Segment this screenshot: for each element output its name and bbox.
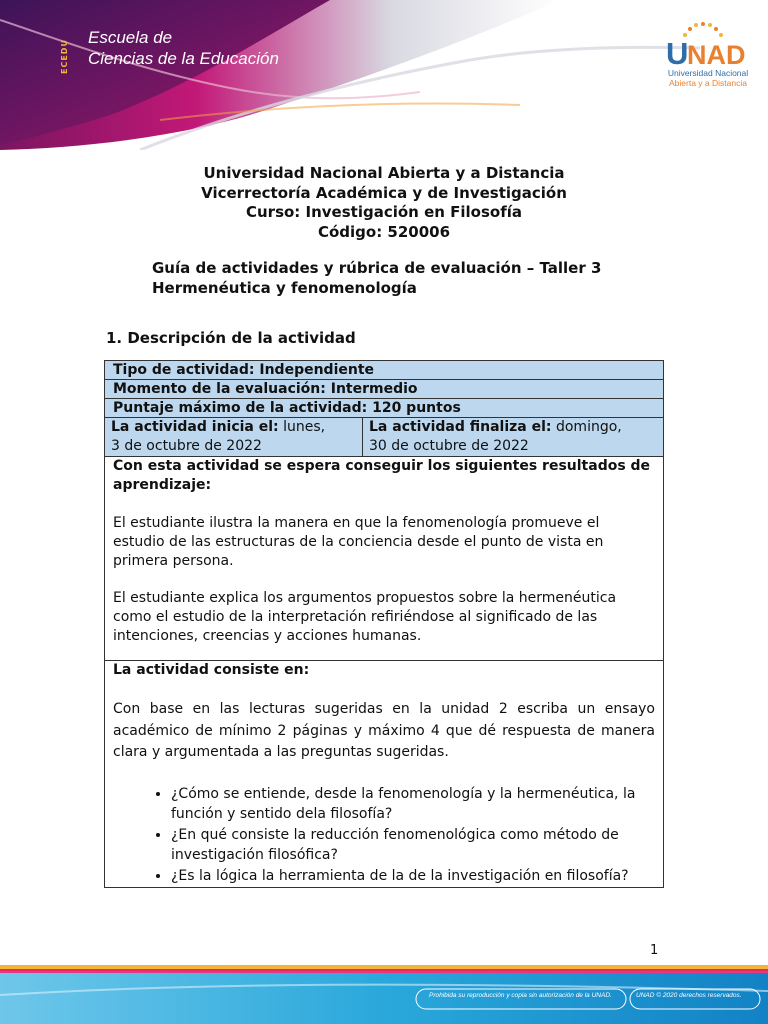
title-course: Curso: Investigación en Filosofía [245, 203, 523, 221]
activity-heading: La actividad consiste en: [113, 662, 310, 678]
question-item: • ¿Es la lógica la herramienta de la de la investigación en filosofía? [171, 866, 655, 886]
start-date: 3 de octubre de 2022 [111, 438, 262, 454]
title-code: Código: 520006 [317, 222, 451, 241]
ecedu-tag: ECEDU [60, 39, 69, 74]
section-heading: 1. Descripción de la actividad [106, 329, 356, 347]
learning-outcomes-cell [105, 457, 663, 661]
dates-row [105, 418, 663, 457]
activity-description-cell [105, 661, 663, 886]
start-date-cell [105, 418, 363, 456]
logo-letters-nad: NAD [687, 40, 746, 68]
document-title [0, 164, 768, 242]
logo-letter-u: U [666, 36, 689, 68]
end-label: La actividad finaliza el: [369, 419, 552, 435]
start-day: lunes, [278, 419, 326, 435]
end-date: 30 de octubre de 2022 [369, 438, 529, 454]
outcome-2: El estudiante explica los argumentos propuestos sobre la hermenéutica como el estudio de la interpretación refiriéndose al significado de las intenciones, creencias y acciones humanas. [113, 590, 617, 644]
school-name-line1: Escuela de [88, 28, 173, 47]
unad-logo-mark [662, 20, 754, 68]
activity-table [104, 360, 664, 888]
questions-list [113, 784, 655, 886]
outcomes-heading: Con esta actividad se espera conseguir los siguientes resultados de aprendizaje: [113, 458, 651, 493]
start-label: La actividad inicia el: [111, 419, 279, 435]
activity-intro: Con base en las lecturas sugeridas en la unidad 2 escriba un ensayo académico de mínimo 2 páginas y máximo 4 que dé respuesta de manera clara y argumentada a las preguntas sugeridas. [113, 701, 655, 760]
logo-caption-line1: Universidad Nacional [667, 68, 749, 78]
end-day: domingo, [551, 419, 622, 435]
title-vice-rectorate: Vicerrectoría Académica y de Investigación [201, 183, 567, 202]
outcome-1: El estudiante ilustra la manera en que la fenomenología promueve el estudio de las estructuras de la conciencia desde el punto de vista en primera persona. [113, 515, 604, 569]
guide-title-line2: Hermenéutica y fenomenología [152, 279, 417, 297]
guide-title-line1: Guía de actividades y rúbrica de evaluación – Taller 3 [152, 259, 602, 277]
footer-rights-notice: UNAD © 2020 derechos reservados. [636, 992, 742, 999]
school-name-line2: Ciencias de la Educación [88, 49, 279, 68]
header-banner [0, 0, 768, 150]
unad-logo [662, 20, 752, 90]
evaluation-moment-row: Momento de la evaluación: Intermedio [105, 380, 663, 399]
page-number: 1 [650, 943, 659, 958]
max-score-row: Puntaje máximo de la actividad: 120 puntos [105, 399, 663, 418]
title-university: Universidad Nacional Abierta y a Distancia [203, 164, 565, 182]
activity-type-row: Tipo de actividad: Independiente [105, 361, 663, 380]
question-item: • ¿Cómo se entiende, desde la fenomenología y la hermenéutica, la función y sentido dela filosofía? [171, 784, 655, 824]
question-item: • ¿En qué consiste la reducción fenomenológica como método de investigación filosófica? [171, 825, 655, 865]
end-date-cell [363, 418, 663, 456]
logo-caption-line2: Abierta y a Distancia [669, 78, 747, 88]
footer-copyright-notice: Prohibida su reproducción y copia sin autorización de la UNAD. [429, 992, 612, 999]
guide-title [152, 258, 601, 298]
